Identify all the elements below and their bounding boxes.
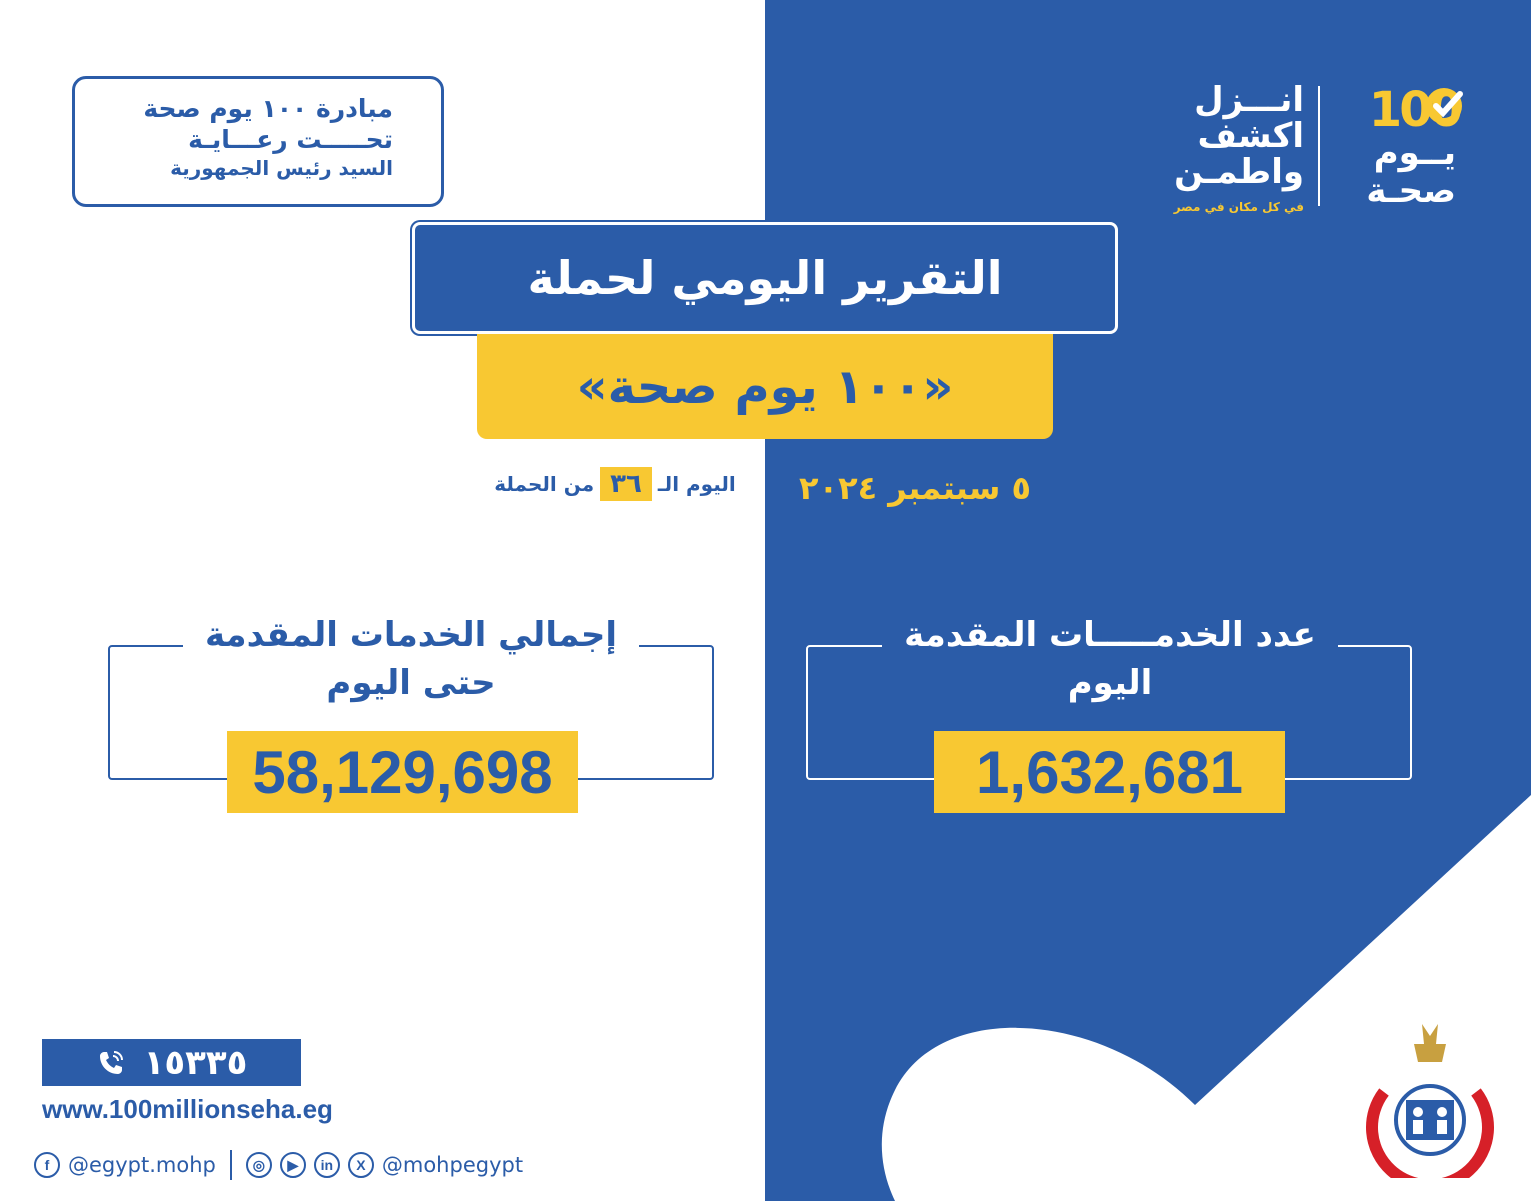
slogan-line-3: واطمـن (1174, 152, 1304, 193)
slogan-line-1: انـــزل (1194, 80, 1304, 120)
phone-icon (96, 1048, 126, 1078)
today-services-value: 1,632,681 (934, 731, 1285, 813)
social-divider (230, 1150, 232, 1180)
day-prefix: اليوم الـ (657, 472, 736, 496)
social-bar (34, 1148, 523, 1182)
hotline-badge[interactable] (42, 1039, 301, 1086)
total-label-line-1: إجمالي الخدمات المقدمة (183, 612, 639, 660)
day-number: ٣٦ (600, 467, 652, 501)
campaign-day (470, 464, 760, 504)
facebook-handle[interactable]: @egypt.mohp (68, 1153, 216, 1177)
today-label-line-2: اليوم (1067, 662, 1153, 703)
report-title: التقرير اليومي لحملة (412, 222, 1118, 334)
linkedin-icon[interactable]: in (314, 1152, 340, 1178)
logo-number: 100 (1368, 82, 1460, 138)
total-services-value: 58,129,698 (227, 731, 578, 813)
logo-subslogan: في كل مكان في مصر (1173, 200, 1304, 214)
initiative-line-2: تحـــــت رعـــايـة (188, 125, 393, 155)
ministry-emblem (1362, 1022, 1498, 1178)
logo-slogan (1174, 80, 1304, 193)
x-icon[interactable]: X (348, 1152, 374, 1178)
report-date: ٥ سبتمبر ٢٠٢٤ (799, 469, 1031, 507)
other-handle[interactable]: @mohpegypt (381, 1153, 524, 1177)
campaign-logo (1170, 80, 1470, 220)
campaign-name: «١٠٠ يوم صحة» (477, 334, 1053, 439)
website-link[interactable]: www.100millionseha.eg (42, 1094, 333, 1124)
day-suffix: من الحملة (494, 472, 595, 496)
logo-seha: صحـة (1366, 171, 1456, 211)
initiative-box (72, 76, 444, 207)
today-label-line-1: عدد الخدمـــــات المقدمة (882, 612, 1338, 660)
checkmark-icon (1424, 86, 1464, 126)
youtube-icon[interactable]: ▶ (280, 1152, 306, 1178)
total-label-line-2: حتى اليوم (326, 662, 496, 703)
logo-divider (1318, 86, 1320, 206)
today-services-label (830, 612, 1390, 707)
logo-yawm: يــوم (1373, 133, 1456, 173)
facebook-icon[interactable]: f (34, 1152, 60, 1178)
initiative-line-1: مبادرة ١٠٠ يوم صحة (143, 94, 393, 123)
total-services-label (131, 612, 691, 707)
initiative-line-3: السيد رئيس الجمهورية (170, 155, 393, 180)
hotline-number: ١٥٣٣٥ (143, 1042, 248, 1083)
slogan-line-2: اكشف (1197, 116, 1304, 157)
instagram-icon[interactable]: ◎ (246, 1152, 272, 1178)
